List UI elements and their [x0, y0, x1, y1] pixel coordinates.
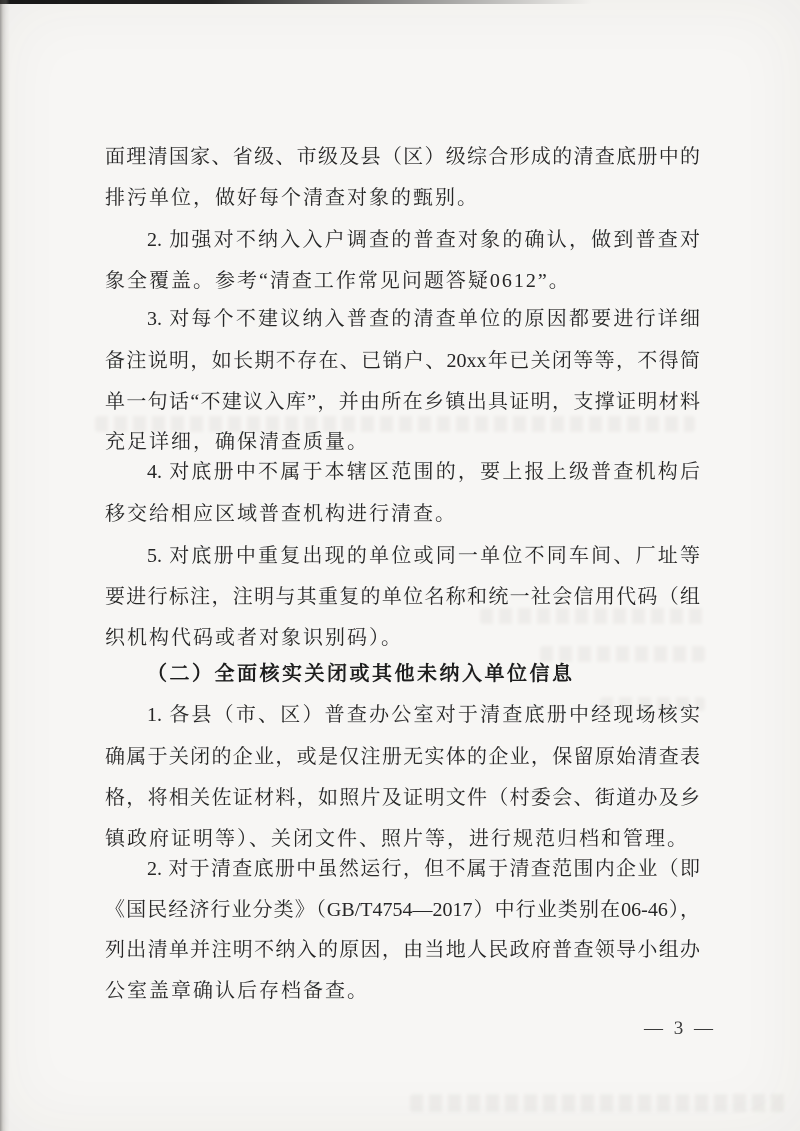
text-line-16: 确属于关闭的企业，或是仅注册无实体的企业，保留原始清查表 — [105, 746, 700, 768]
section-heading: （二）全面核实关闭或其他未纳入单位信息 — [147, 663, 575, 685]
text-line-10: 移交给相应区域普查机构进行清查。 — [105, 503, 457, 525]
text-line-1: 面理清国家、省级、市级及县（区）级综合形成的清查底册中的 — [105, 146, 700, 168]
text-line-15: 1. 各县（市、区）普查办公室对于清查底册中经现场核实 — [147, 704, 700, 726]
text-line-5: 3. 对每个不建议纳入普查的清查单位的原因都要进行详细 — [147, 308, 700, 330]
text-line-17: 格，将相关佐证材料，如照片及证明文件（村委会、街道办及乡 — [105, 787, 700, 809]
text-line-21: 列出清单并注明不纳入的原因，由当地人民政府普查领导小组办 — [105, 939, 700, 961]
text-line-20: 《国民经济行业分类》（GB/T4754—2017）中行业类别在06-46）， — [105, 899, 700, 921]
text-line-22: 公室盖章确认后存档备查。 — [105, 980, 369, 1002]
text-line-7: 单一句话“不建议入库”，并由所在乡镇出具证明，支撑证明材料 — [105, 391, 700, 413]
page-number: — 3 — — [644, 1018, 716, 1039]
text-line-12: 要进行标注，注明与其重复的单位名称和统一社会信用代码（组 — [105, 586, 700, 608]
text-line-4: 象全覆盖。参考“清查工作常见问题答疑0612”。 — [105, 270, 571, 292]
text-line-19: 2. 对于清查底册中虽然运行，但不属于清查范围内企业（即 — [147, 858, 700, 880]
text-line-3: 2. 加强对不纳入入户调查的普查对象的确认，做到普查对 — [147, 229, 700, 251]
text-line-8: 充足详细，确保清查质量。 — [105, 431, 369, 453]
text-line-2: 排污单位，做好每个清查对象的甄别。 — [105, 187, 479, 209]
text-line-6: 备注说明，如长期不存在、已销户、20xx年已关闭等等，不得简 — [105, 350, 700, 372]
text-line-18: 镇政府证明等）、关闭文件、照片等，进行规范归档和管理。 — [105, 828, 689, 850]
text-line-9: 4. 对底册中不属于本辖区范围的，要上报上级普查机构后 — [147, 461, 700, 483]
text-line-13: 织机构代码或者对象识别码）。 — [105, 627, 403, 649]
text-line-11: 5. 对底册中重复出现的单位或同一单位不同车间、厂址等 — [147, 545, 700, 567]
